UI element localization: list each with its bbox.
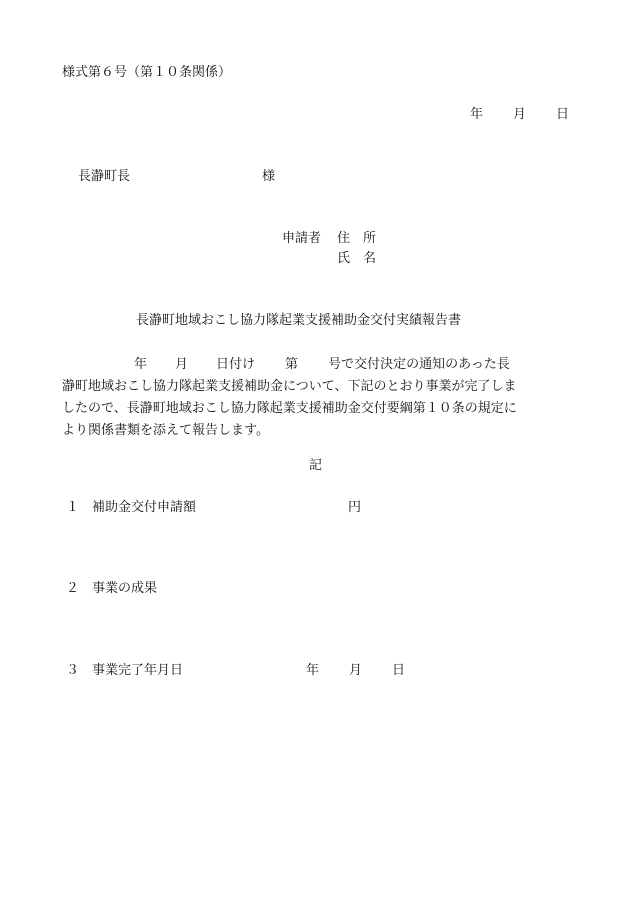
item-2-number: ２ <box>66 581 80 596</box>
body-line-2: 瀞町地域おこし協力隊起業支援補助金について、下記のとおり事業が完了しま <box>62 379 517 394</box>
date-month: 月 <box>513 107 527 122</box>
date-day: 日 <box>556 107 570 122</box>
body-line-3: したので、長瀞町地域おこし協力隊起業支援補助金交付要綱第１０条の規定に <box>62 401 517 416</box>
body-line-4: より関係書類を添えて報告します。 <box>62 423 269 438</box>
addressee-name: 長瀞町長 <box>78 169 131 184</box>
applicant-address-label: 住 所 <box>337 231 377 246</box>
item-3-month: 月 <box>349 663 363 678</box>
body-month: 月 <box>175 357 189 372</box>
item-1-unit: 円 <box>348 500 362 515</box>
ki-mark: 記 <box>309 458 323 473</box>
item-1-number: １ <box>66 500 80 515</box>
item-3-year: 年 <box>306 663 320 678</box>
document-title: 長瀞町地域おこし協力隊起業支援補助金交付実績報告書 <box>136 313 462 328</box>
body-day-dated: 日付け <box>216 357 256 372</box>
date-year: 年 <box>470 107 484 122</box>
body-paragraph <box>62 354 567 442</box>
item-3-label: 事業完了年月日 <box>92 663 184 678</box>
form-number: 様式第６号（第１０条関係） <box>62 65 232 80</box>
item-3-number: ３ <box>66 663 80 678</box>
addressee-honorific: 様 <box>262 169 276 184</box>
body-line-1 <box>62 354 567 376</box>
item-2-label: 事業の成果 <box>92 581 158 596</box>
body-number-prefix: 第 <box>285 357 299 372</box>
applicant-name-label: 氏 名 <box>337 251 377 266</box>
item-3-day: 日 <box>392 663 406 678</box>
body-line1-rest: 号で交付決定の通知のあった長 <box>328 357 510 372</box>
applicant-label: 申請者 <box>282 231 322 246</box>
body-year: 年 <box>134 357 148 372</box>
item-1-label: 補助金交付申請額 <box>92 500 197 515</box>
